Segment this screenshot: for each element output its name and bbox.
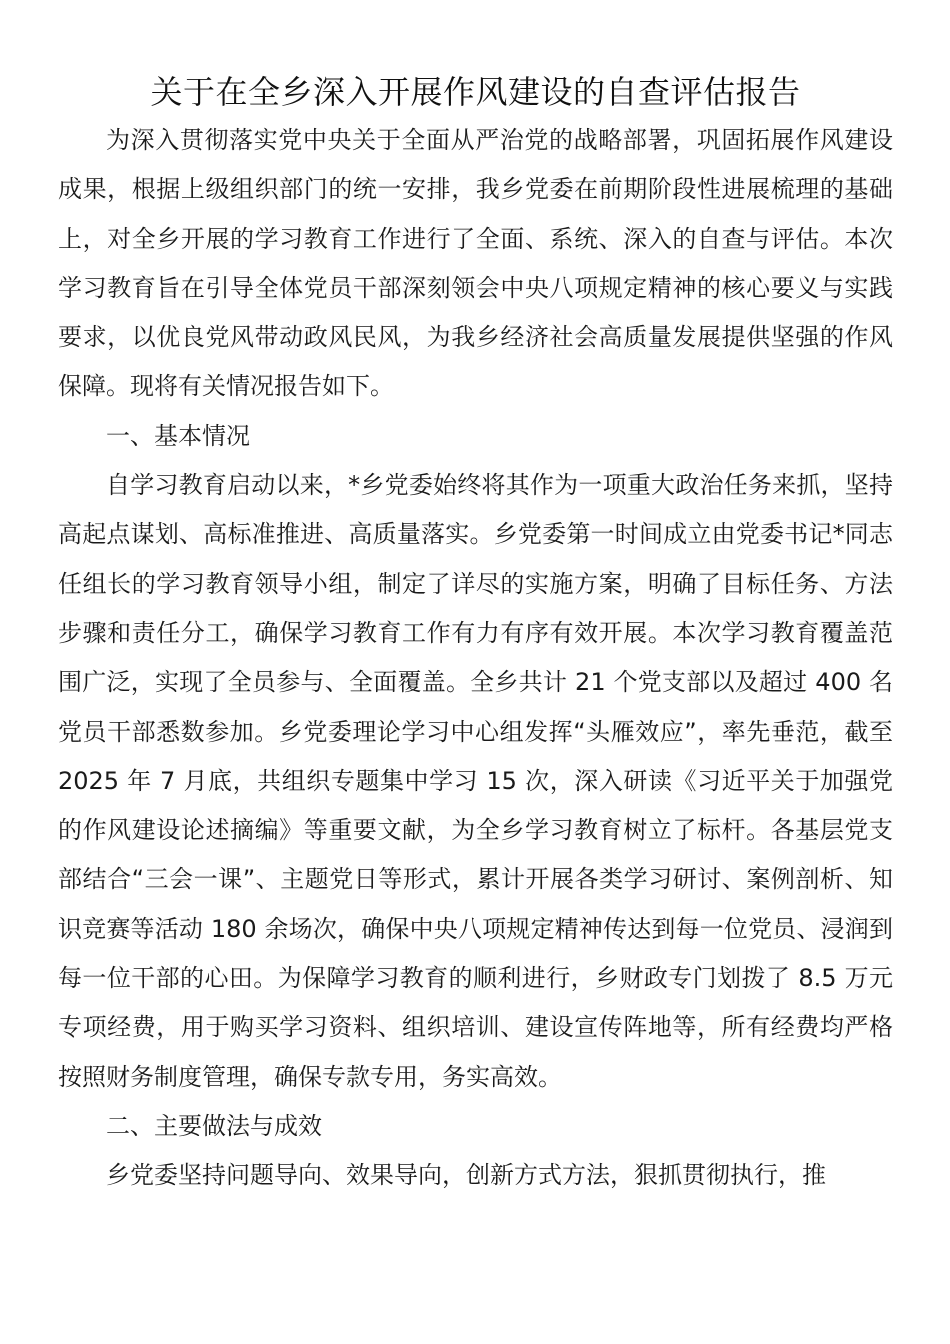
section-heading-main-practices: 二、主要做法与成效 xyxy=(106,1111,322,1140)
section-body-main-practices: 乡党委坚持问题导向、效果导向，创新方式方法，狠抓贯彻执行，推 xyxy=(106,1161,826,1190)
section-body-basic-situation: 自学习教育启动以来，*乡党委始终将其作为一项重大政治任务来抓，坚持高起点谋划、高标准推进、高质量落实。乡党委第一时间成立由党委书记*同志任组长的学习教育领导小组，制定了详尽的实施方案，明确了目标任务、方法步骤和责任分工，确保学习教育工作有力有序有效开展。本次学习教育覆盖范围广泛，实现了全员参与、全面覆盖。全乡共计 21 个党支部以及超过 400 名党员干部悉数参加。乡党委理论学习中心组发挥“头雁效应”，率先垂范，截至 2025 年 7 月底，共组织专题集中学习 15 次，深入研读《习近平关于加强党的作风建设论述摘编》等重要文献，为全乡学习教育树立了标杆。各基层党支部结合“三会一课”、主题党日等形式，累计开展各类学习研讨、案例剖析、知识竞赛等活动 180 余场次，确保中央八项规定精神传达到每一位党员、浸润到每一位干部的心田。为保障学习教育的顺利进行，乡财政专门划拨了 8.5 万元专项经费，用于购买学习资料、组织培训、建设宣传阵地等，所有经费均严格按照财务制度管理，确保专款专用，务实高效。 xyxy=(58,471,893,1091)
intro-paragraph: 为深入贯彻落实党中央关于全面从严治党的战略部署，巩固拓展作风建设成果，根据上级组织部门的统一安排，我乡党委在前期阶段性进展梳理的基础上，对全乡开展的学习教育工作进行了全面、系统、深入的自查与评估。本次学习教育旨在引导全体党员干部深刻领会中央八项规定精神的核心要义与实践要求，以优良党风带动政风民风，为我乡经济社会高质量发展提供坚强的作风保障。现将有关情况报告如下。 xyxy=(58,126,893,401)
document-title: 关于在全乡深入开展作风建设的自查评估报告 xyxy=(150,73,801,111)
section-heading-basic-situation: 一、基本情况 xyxy=(106,421,250,450)
document-page xyxy=(58,68,893,1201)
